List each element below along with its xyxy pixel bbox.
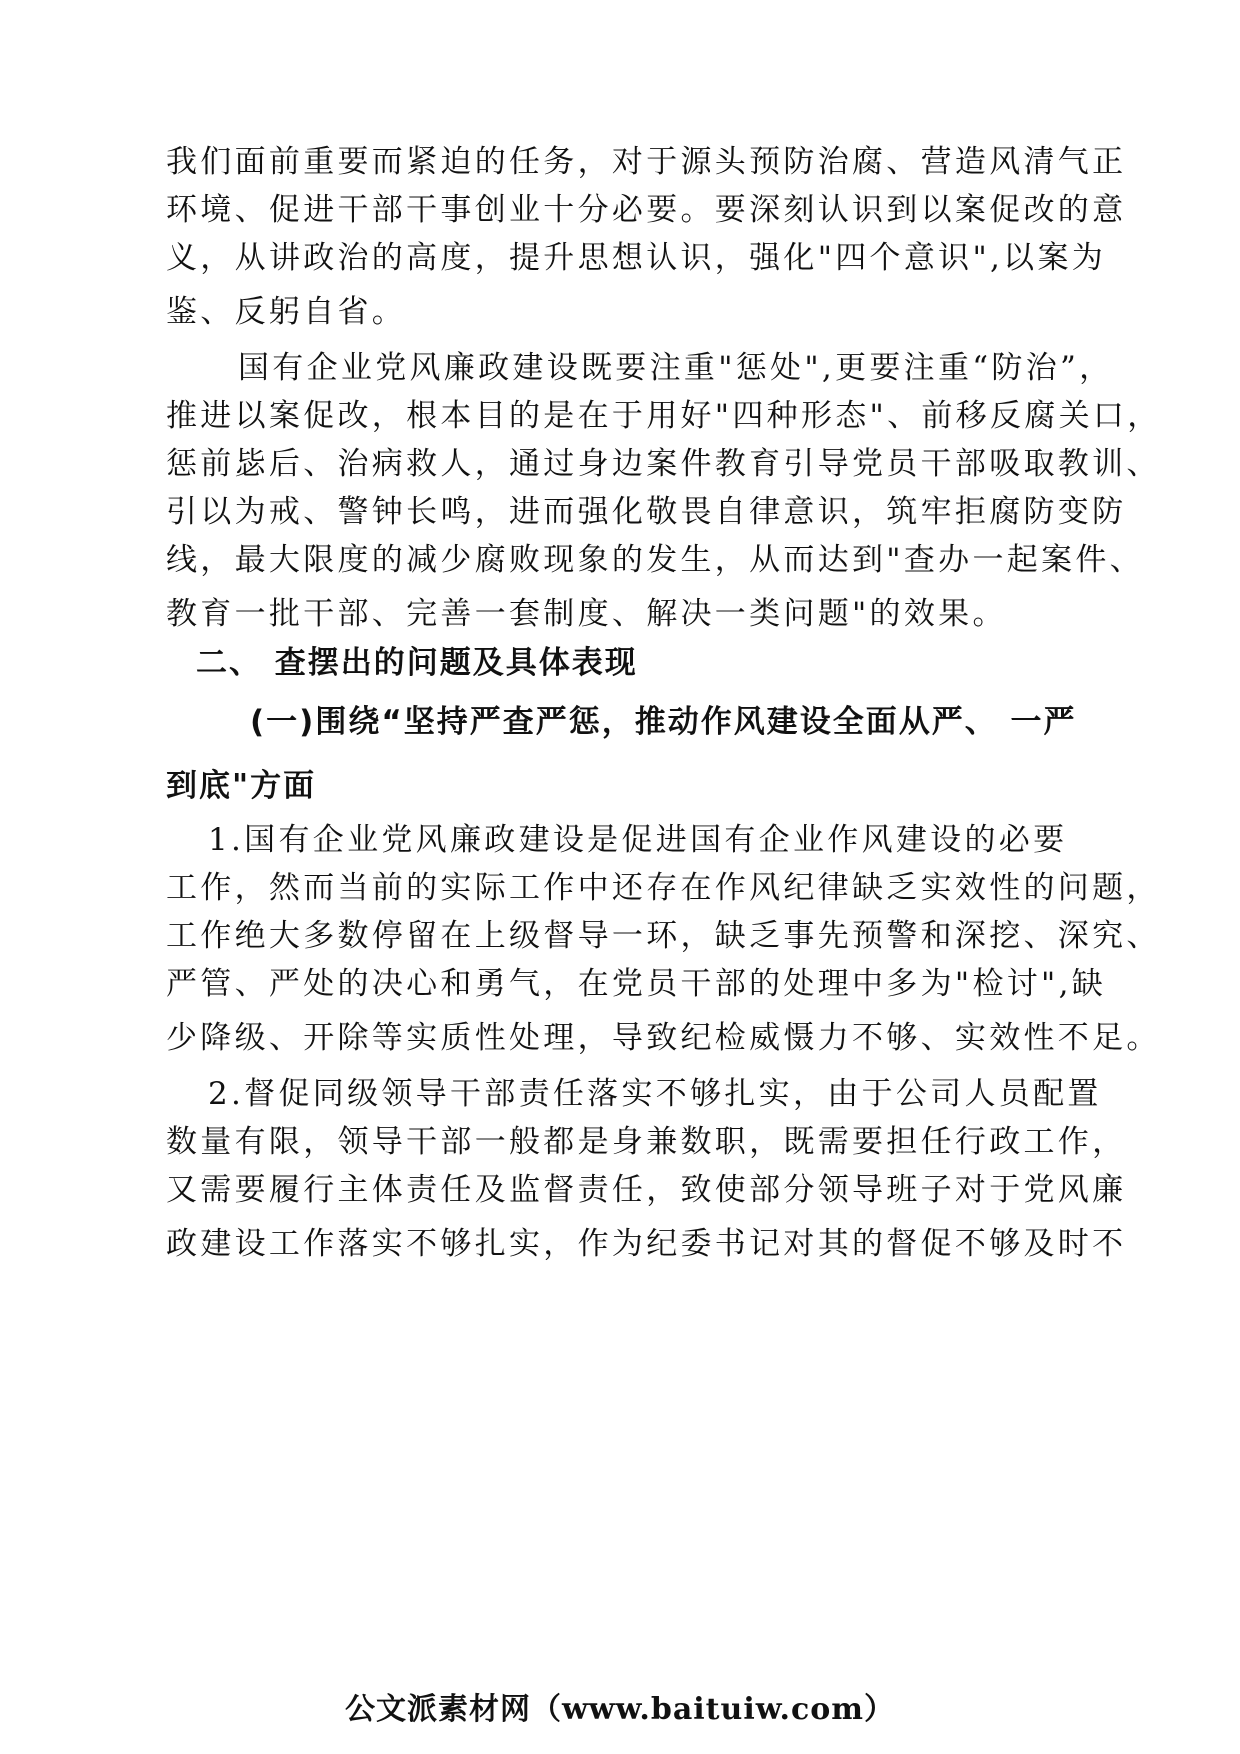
text-line: 1.国有企业党风廉政建设是促进国有企业作风建设的必要 <box>208 822 1068 858</box>
text-line: 义，从讲政治的高度，提升思想认识，强化"四个意识",以案为 <box>166 240 1107 276</box>
text-line: 线，最大限度的减少腐败现象的发生，从而达到"查办一起案件、 <box>166 542 1144 578</box>
text-line: 又需要履行主体责任及监督责任，致使部分领导班子对于党风廉 <box>166 1172 1127 1208</box>
text-line: 我们面前重要而紧迫的任务，对于源头预防治腐、营造风清气正 <box>166 144 1127 180</box>
text-line: 政建设工作落实不够扎实，作为纪委书记对其的督促不够及时不 <box>166 1226 1127 1262</box>
footer-watermark: 公文派素材网（www.baituiw.com） <box>344 1692 896 1727</box>
text-line: 环境、促进干部干事创业十分必要。要深刻认识到以案促改的意 <box>166 192 1127 228</box>
text-line: 2.督促同级领导干部责任落实不够扎实，由于公司人员配置 <box>208 1076 1102 1112</box>
subsection-heading: (一)围绕“坚持严查严惩，推动作风建设全面从严、 一严 <box>250 704 1077 740</box>
section-heading: 二、 查摆出的问题及具体表现 <box>196 645 638 681</box>
text-line: 数量有限，领导干部一般都是身兼数职，既需要担任行政工作， <box>166 1124 1127 1160</box>
text-line: 少降级、开除等实质性处理，导致纪检威慑力不够、实效性不足。 <box>166 1020 1161 1056</box>
text-line: 惩前毖后、治病救人，通过身边案件教育引导党员干部吸取教训、 <box>166 446 1161 482</box>
text-line: 推进以案促改，根本目的是在于用好"四种形态"、前移反腐关口， <box>166 398 1162 434</box>
text-line: 工作绝大多数停留在上级督导一环，缺乏事先预警和深挖、深究、 <box>166 918 1161 954</box>
text-line: 鉴、反躬自省。 <box>166 294 407 330</box>
text-line: 工作，然而当前的实际工作中还存在作风纪律缺乏实效性的问题， <box>166 870 1161 906</box>
text-line: 严管、严处的决心和勇气，在党员干部的处理中多为"检讨",缺 <box>166 966 1107 1002</box>
subsection-heading-cont: 到底"方面 <box>166 768 317 804</box>
text-line: 国有企业党风廉政建设既要注重"惩处",更要注重“防治”， <box>238 350 1114 386</box>
text-line: 教育一批干部、完善一套制度、解决一类问题"的效果。 <box>166 596 1007 632</box>
text-line: 引以为戒、警钟长鸣，进而强化敬畏自律意识，筑牢拒腐防变防 <box>166 494 1127 530</box>
